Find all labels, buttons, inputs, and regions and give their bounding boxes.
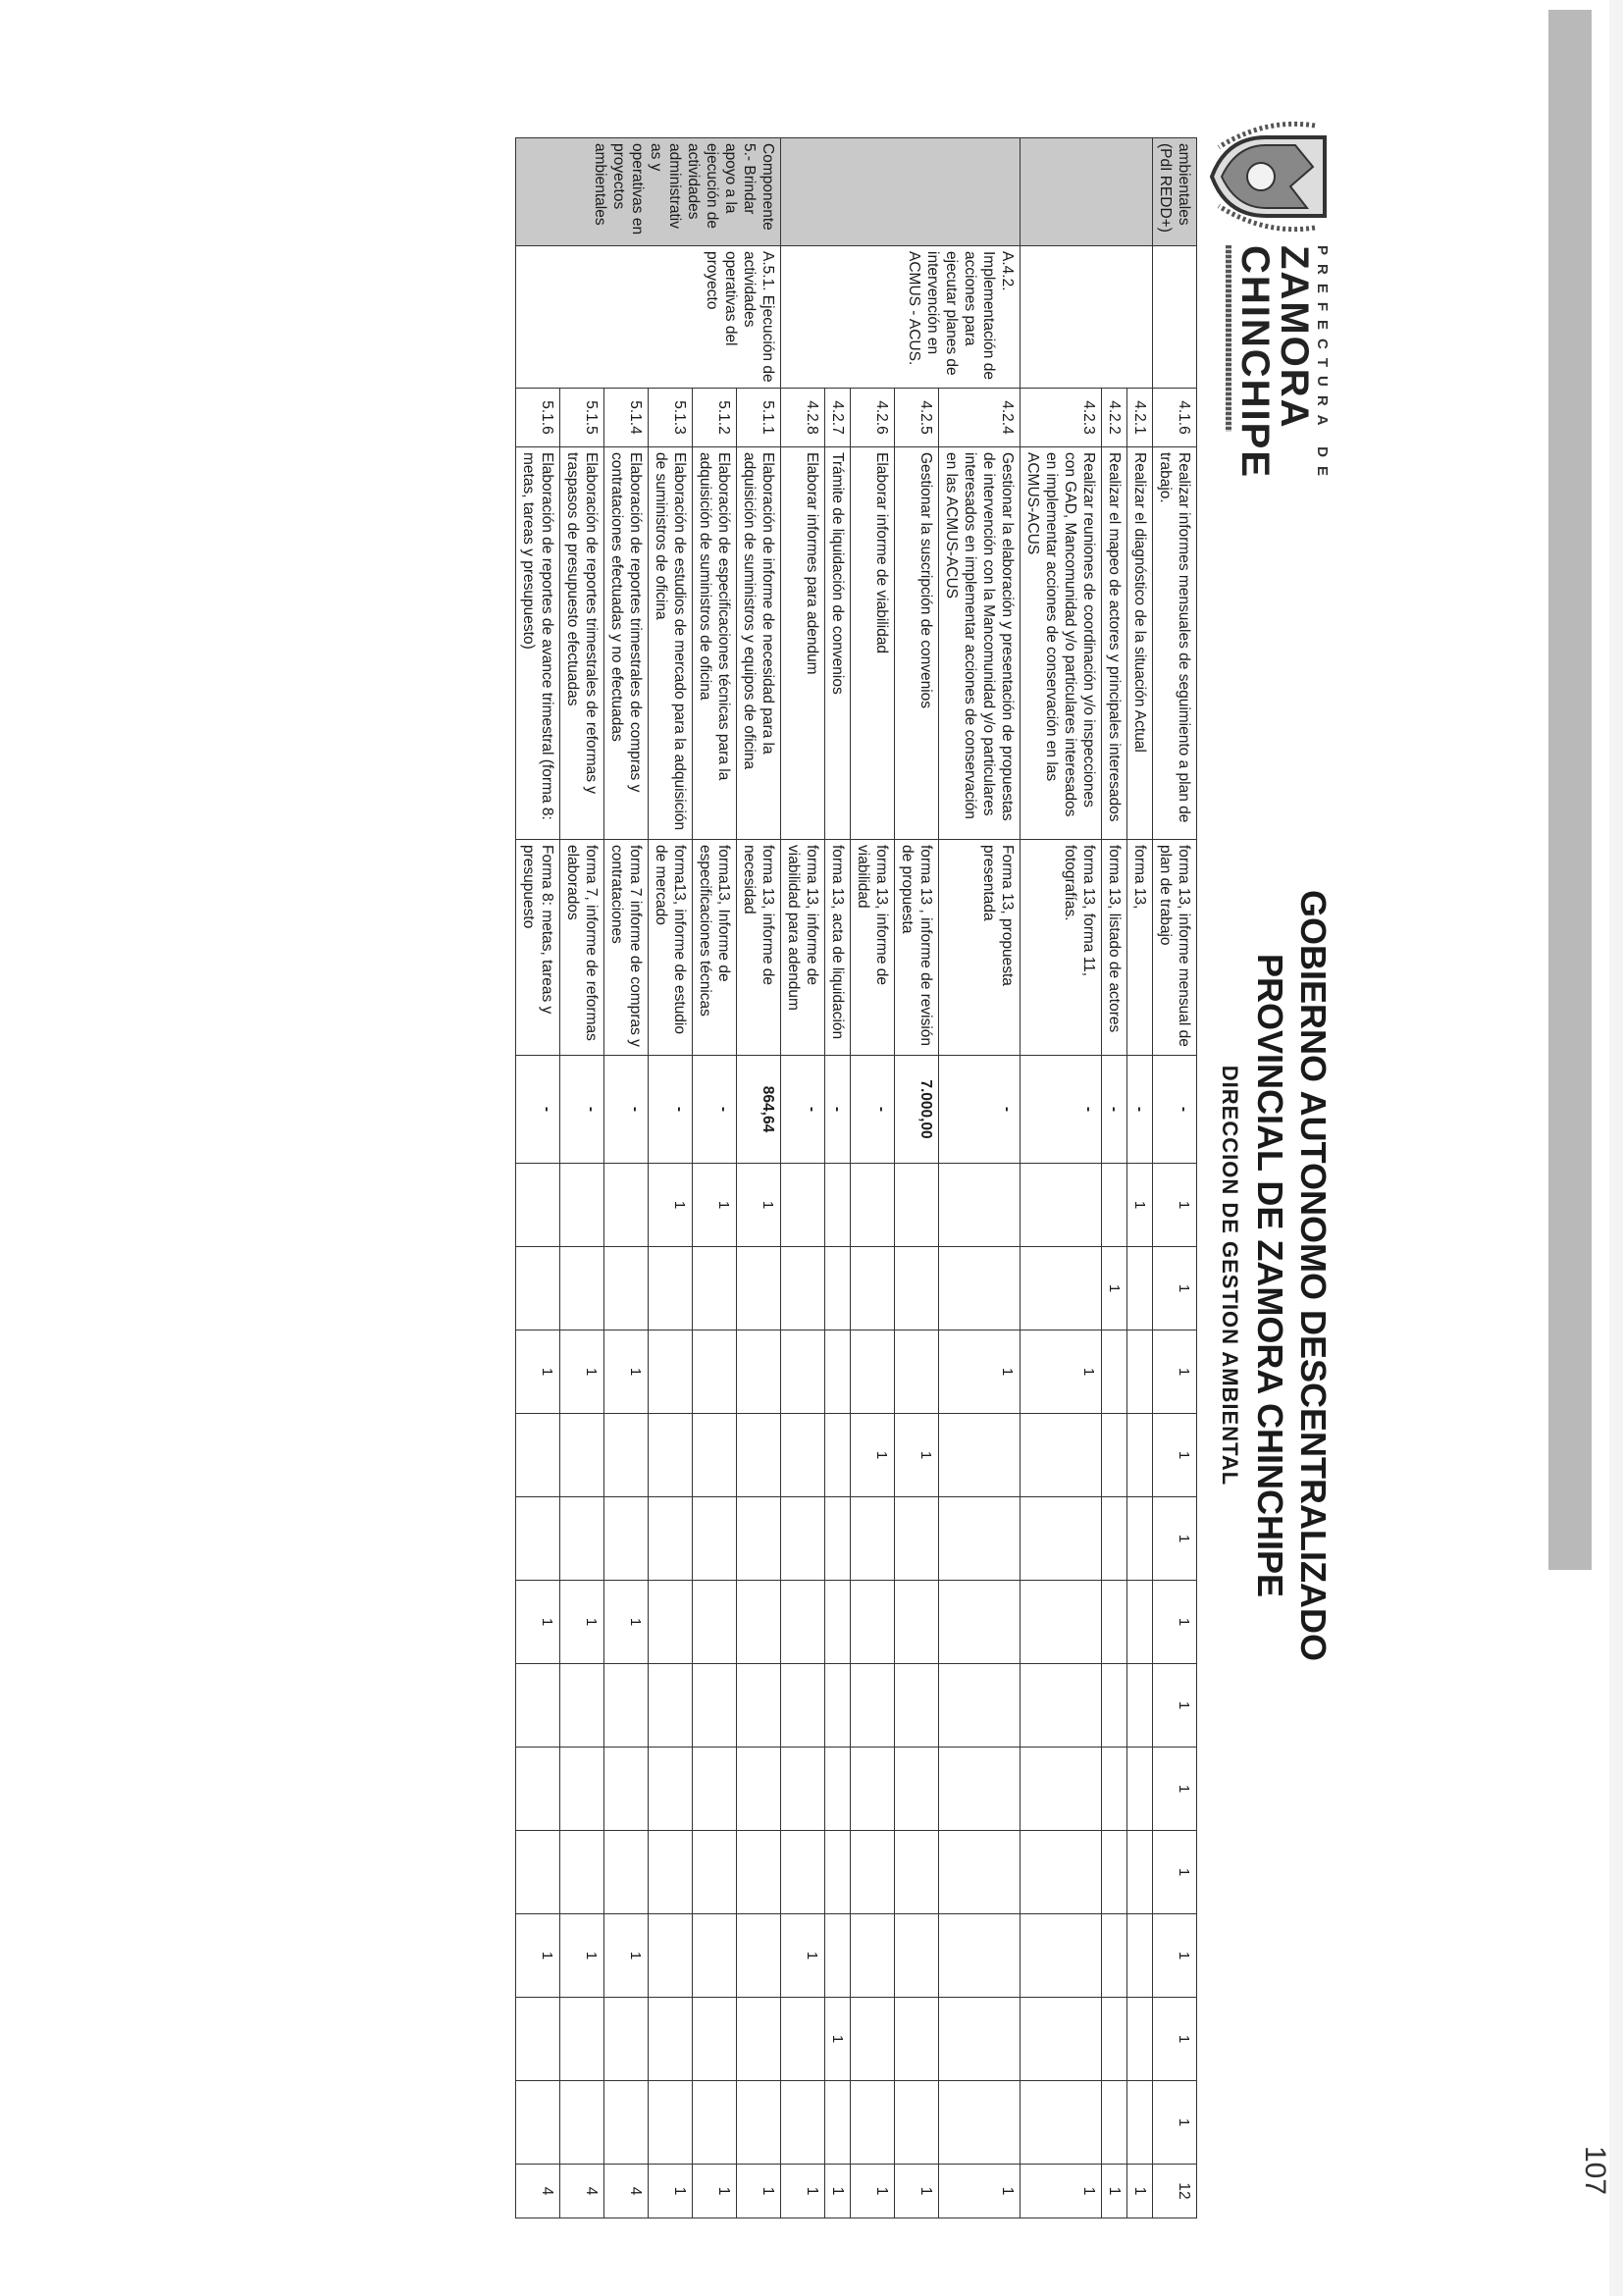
month-cell xyxy=(649,1998,693,2081)
total-cell: 1 xyxy=(737,2165,781,2218)
month-cell xyxy=(516,1998,560,2081)
month-cell xyxy=(939,1914,1021,1998)
month-cell xyxy=(737,1581,781,1664)
activities-table xyxy=(515,137,1197,2218)
month-cell xyxy=(825,1164,851,1247)
month-cell xyxy=(781,2081,825,2165)
month-cell xyxy=(851,1164,895,1247)
month-cell xyxy=(1127,1748,1153,1831)
month-cell xyxy=(781,1998,825,2081)
task-description: Elaboración de reportes de avance trimestral (forma 8: metas, tareas y presupuesto) xyxy=(516,447,560,840)
component-cell xyxy=(1021,138,1153,246)
budget-amount: - xyxy=(1153,1056,1197,1164)
brand-prefix: PREFECTURA DE xyxy=(1314,245,1331,485)
month-cell: 1 xyxy=(516,1581,560,1664)
brand-name-line2: CHINCHIPE xyxy=(1233,245,1277,480)
activity-cell: A.4.2. Implementación de acciones para ejecutar planes de intervención en ACMUS - ACUS. xyxy=(781,246,1021,389)
month-cell: 1 xyxy=(1153,1914,1197,1998)
month-cell xyxy=(1021,1664,1102,1748)
month-cell xyxy=(939,1164,1021,1247)
month-cell xyxy=(604,2081,649,2165)
budget-amount: 864,64 xyxy=(737,1056,781,1164)
month-cell xyxy=(693,1748,737,1831)
month-cell xyxy=(737,1247,781,1331)
budget-amount: 7.000,00 xyxy=(895,1056,939,1164)
month-cell xyxy=(1127,1581,1153,1664)
budget-amount: - xyxy=(939,1056,1021,1164)
month-cell xyxy=(1021,1748,1102,1831)
month-cell xyxy=(604,1998,649,2081)
month-cell xyxy=(895,1831,939,1914)
task-number: 4.2.7 xyxy=(825,389,851,447)
month-cell: 1 xyxy=(560,1581,604,1664)
month-cell xyxy=(939,1998,1021,2081)
month-cell xyxy=(895,1664,939,1748)
month-cell xyxy=(851,2081,895,2165)
budget-amount: - xyxy=(825,1056,851,1164)
month-cell xyxy=(781,1331,825,1414)
budget-amount: - xyxy=(1127,1056,1153,1164)
month-cell xyxy=(1102,1164,1127,1247)
task-description: Elaborar informes para adendum xyxy=(781,447,825,840)
month-cell xyxy=(693,2081,737,2165)
month-cell xyxy=(1102,1914,1127,1998)
month-cell: 1 xyxy=(825,1998,851,2081)
month-cell: 1 xyxy=(1153,1164,1197,1247)
month-cell xyxy=(693,1497,737,1581)
month-cell xyxy=(851,1831,895,1914)
month-cell xyxy=(560,2081,604,2165)
month-cell xyxy=(851,1748,895,1831)
task-number: 5.1.2 xyxy=(693,389,737,447)
component-cell: Componente 5.- Brindar apoyo a la ejecución de actividades administrativ as y operativas en proyectos ambientales xyxy=(516,138,781,246)
scan-edge xyxy=(1609,0,1623,2296)
month-cell xyxy=(1127,1331,1153,1414)
month-cell xyxy=(1102,1581,1127,1664)
task-number: 4.2.6 xyxy=(851,389,895,447)
month-cell xyxy=(649,1831,693,1914)
month-cell xyxy=(1127,1247,1153,1331)
month-cell xyxy=(939,1581,1021,1664)
task-description: Elaboración de informe de necesidad para la adquisición de suministros y equipos de oficina xyxy=(737,447,781,840)
brand-name-line1: ZAMORA xyxy=(1273,245,1316,430)
month-cell: 1 xyxy=(781,1914,825,1998)
task-number: 5.1.1 xyxy=(737,389,781,447)
month-cell xyxy=(693,1581,737,1664)
month-cell: 1 xyxy=(1153,1998,1197,2081)
month-cell xyxy=(1021,1914,1102,1998)
month-cell xyxy=(560,1664,604,1748)
table-row xyxy=(649,138,693,2218)
verification-means: forma 7 informe de compras y contrataciones xyxy=(604,840,649,1056)
month-cell xyxy=(560,1831,604,1914)
month-cell xyxy=(1021,1414,1102,1497)
month-cell xyxy=(781,1414,825,1497)
month-cell xyxy=(895,1998,939,2081)
month-cell xyxy=(895,1247,939,1331)
month-cell: 1 xyxy=(560,1914,604,1998)
budget-amount: - xyxy=(604,1056,649,1164)
month-cell: 1 xyxy=(1153,1581,1197,1664)
month-cell xyxy=(737,1748,781,1831)
total-cell: 1 xyxy=(1102,2165,1127,2218)
month-cell xyxy=(1021,1497,1102,1581)
month-cell xyxy=(825,1831,851,1914)
month-cell xyxy=(737,2081,781,2165)
month-cell xyxy=(851,1664,895,1748)
month-cell xyxy=(649,1914,693,1998)
month-cell xyxy=(1127,1664,1153,1748)
verification-means: forma 13, informe de necesidad xyxy=(737,840,781,1056)
month-cell xyxy=(781,1164,825,1247)
total-cell: 1 xyxy=(851,2165,895,2218)
month-cell xyxy=(1102,1748,1127,1831)
table-row xyxy=(737,138,781,2218)
budget-amount: - xyxy=(693,1056,737,1164)
task-description: Realizar reuniones de coordinación y/o inspecciones con GAD, Mancomunidad y/o particulares interesados en implementar acciones de conservación en las ACMUS-ACUS xyxy=(1021,447,1102,840)
month-cell: 1 xyxy=(1153,1497,1197,1581)
verification-means: forma 13, acta de liquidación xyxy=(825,840,851,1056)
month-cell xyxy=(939,1664,1021,1748)
month-cell xyxy=(737,1998,781,2081)
month-cell xyxy=(693,1998,737,2081)
task-number: 4.1.6 xyxy=(1153,389,1197,447)
month-cell: 1 xyxy=(1153,1664,1197,1748)
prefecture-brand xyxy=(1226,245,1331,540)
table-row xyxy=(1153,138,1197,2218)
month-cell xyxy=(825,1414,851,1497)
budget-amount: - xyxy=(516,1056,560,1164)
month-cell xyxy=(516,1164,560,1247)
month-cell xyxy=(939,1247,1021,1331)
month-cell: 1 xyxy=(1127,1164,1153,1247)
month-cell: 1 xyxy=(1153,1247,1197,1331)
task-description: Trámite de liquidación de convenios xyxy=(825,447,851,840)
prefecture-seal-logo xyxy=(1207,118,1335,235)
budget-amount: - xyxy=(1021,1056,1102,1164)
month-cell: 1 xyxy=(560,1331,604,1414)
month-cell xyxy=(851,1247,895,1331)
month-cell xyxy=(781,1748,825,1831)
table-row xyxy=(604,138,649,2218)
table-row xyxy=(516,138,560,2218)
month-cell xyxy=(825,1748,851,1831)
page-number: 107 xyxy=(1579,2145,1611,2196)
component-cell: ambientales (PdI REDD+) xyxy=(1153,138,1197,246)
total-cell: 1 xyxy=(939,2165,1021,2218)
month-cell xyxy=(781,1247,825,1331)
budget-amount: - xyxy=(1102,1056,1127,1164)
month-cell xyxy=(895,1164,939,1247)
month-cell: 1 xyxy=(1153,1831,1197,1914)
header-title-line2: PROVINCIAL DE ZAMORA CHINCHIPE xyxy=(1250,953,1290,1598)
month-cell xyxy=(1021,1998,1102,2081)
total-cell: 4 xyxy=(560,2165,604,2218)
task-number: 4.2.4 xyxy=(939,389,1021,447)
total-cell: 1 xyxy=(1021,2165,1102,2218)
table-row xyxy=(895,138,939,2218)
month-cell xyxy=(649,1497,693,1581)
month-cell xyxy=(781,1664,825,1748)
month-cell xyxy=(825,1581,851,1664)
header-subtitle: DIRECCION DE GESTION AMBIENTAL xyxy=(1218,1065,1242,1487)
verification-means: Forma 13, propuesta presentada xyxy=(939,840,1021,1056)
month-cell xyxy=(939,1748,1021,1831)
month-cell xyxy=(1127,2081,1153,2165)
month-cell xyxy=(516,1247,560,1331)
month-cell xyxy=(895,1914,939,1998)
budget-amount: - xyxy=(560,1056,604,1164)
month-cell xyxy=(649,2081,693,2165)
activity-cell xyxy=(1021,246,1153,389)
month-cell xyxy=(737,1914,781,1998)
month-cell xyxy=(825,1247,851,1331)
month-cell xyxy=(851,1497,895,1581)
total-cell: 1 xyxy=(825,2165,851,2218)
brand-underline xyxy=(1226,245,1231,432)
verification-means: forma 13, informe de viabilidad xyxy=(851,840,895,1056)
month-cell xyxy=(895,1581,939,1664)
month-cell xyxy=(560,1164,604,1247)
total-cell: 1 xyxy=(649,2165,693,2218)
month-cell xyxy=(1102,2081,1127,2165)
scan-gray-band xyxy=(1548,10,1592,1570)
month-cell: 1 xyxy=(604,1581,649,1664)
month-cell xyxy=(516,1748,560,1831)
month-cell xyxy=(1102,1831,1127,1914)
month-cell: 1 xyxy=(939,1331,1021,1414)
month-cell xyxy=(895,2081,939,2165)
verification-means: forma 13, listado de actores xyxy=(1102,840,1127,1056)
month-cell xyxy=(1102,1664,1127,1748)
month-cell xyxy=(1127,1914,1153,1998)
month-cell: 1 xyxy=(516,1331,560,1414)
month-cell xyxy=(1021,1831,1102,1914)
month-cell xyxy=(939,1831,1021,1914)
month-cell xyxy=(737,1331,781,1414)
verification-means: forma 13, informe mensual de plan de trabajo xyxy=(1153,840,1197,1056)
month-cell xyxy=(1021,1581,1102,1664)
month-cell xyxy=(693,1247,737,1331)
table-row xyxy=(1021,138,1102,2218)
month-cell xyxy=(693,1664,737,1748)
month-cell xyxy=(1127,1998,1153,2081)
month-cell xyxy=(825,1497,851,1581)
task-description: Gestionar la elaboración y presentación de propuestas de intervención con la Mancomunidad y/o particulares interesados en implementar acciones de conservación en las ACMUS-ACUS xyxy=(939,447,1021,840)
month-cell xyxy=(649,1748,693,1831)
activity-cell: A.5.1. Ejecución de actividades operativas del proyecto xyxy=(516,246,781,389)
month-cell xyxy=(693,1914,737,1998)
month-cell xyxy=(851,1998,895,2081)
verification-means: forma13, Informe de especificaciones técnicas xyxy=(693,840,737,1056)
month-cell: 1 xyxy=(649,1164,693,1247)
total-cell: 1 xyxy=(693,2165,737,2218)
month-cell xyxy=(1127,1831,1153,1914)
verification-means: forma 13, xyxy=(1127,840,1153,1056)
month-cell xyxy=(1127,1497,1153,1581)
month-cell xyxy=(560,1247,604,1331)
month-cell xyxy=(1102,1331,1127,1414)
month-cell xyxy=(604,1247,649,1331)
task-description: Elaboración de estudios de mercado para la adquisición de suministros de oficina xyxy=(649,447,693,840)
header-title-line1: GOBIERNO AUTONOMO DESCENTRALIZADO xyxy=(1293,889,1334,1661)
task-number: 4.2.3 xyxy=(1021,389,1102,447)
month-cell xyxy=(939,1414,1021,1497)
month-cell: 1 xyxy=(604,1331,649,1414)
task-description: Realizar el mapeo de actores y principales interesados xyxy=(1102,447,1127,840)
month-cell xyxy=(1102,1414,1127,1497)
month-cell xyxy=(516,1831,560,1914)
task-description: Elaboración de especificaciones técnicas para la adquisición de suministros de oficina xyxy=(693,447,737,840)
month-cell: 1 xyxy=(1021,1331,1102,1414)
month-cell xyxy=(825,1331,851,1414)
month-cell xyxy=(560,1497,604,1581)
month-cell xyxy=(604,1497,649,1581)
verification-means: forma 7, informe de reformas elaborados xyxy=(560,840,604,1056)
month-cell xyxy=(560,1748,604,1831)
month-cell xyxy=(604,1748,649,1831)
verification-means: Forma 8: metas, tareas y presupuesto xyxy=(516,840,560,1056)
month-cell xyxy=(737,1664,781,1748)
month-cell: 1 xyxy=(604,1914,649,1998)
month-cell xyxy=(939,1497,1021,1581)
verification-means: forma 13, forma 11, fotografías. xyxy=(1021,840,1102,1056)
month-cell xyxy=(1102,1497,1127,1581)
activity-cell xyxy=(1153,246,1197,389)
month-cell xyxy=(851,1581,895,1664)
total-cell: 1 xyxy=(781,2165,825,2218)
table-row xyxy=(560,138,604,2218)
month-cell xyxy=(693,1831,737,1914)
month-cell xyxy=(825,2081,851,2165)
month-cell xyxy=(649,1414,693,1497)
total-cell: 12 xyxy=(1153,2165,1197,2218)
month-cell xyxy=(1021,2081,1102,2165)
table-row xyxy=(825,138,851,2218)
component-cell xyxy=(781,138,1021,246)
task-description: Elaboración de reportes trimestrales de compras y contrataciones efectuadas y no efectuadas xyxy=(604,447,649,840)
document-header xyxy=(1217,687,1335,1864)
task-number: 4.2.8 xyxy=(781,389,825,447)
task-description: Realizar el diagnóstico de la situación Actual xyxy=(1127,447,1153,840)
budget-amount: - xyxy=(851,1056,895,1164)
budget-amount: - xyxy=(781,1056,825,1164)
month-cell xyxy=(560,1414,604,1497)
month-cell: 1 xyxy=(851,1414,895,1497)
month-cell xyxy=(693,1331,737,1414)
month-cell xyxy=(895,1331,939,1414)
month-cell xyxy=(649,1331,693,1414)
month-cell: 1 xyxy=(1102,1247,1127,1331)
month-cell: 1 xyxy=(1153,2081,1197,2165)
task-number: 4.2.2 xyxy=(1102,389,1127,447)
month-cell xyxy=(851,1914,895,1998)
budget-amount: - xyxy=(649,1056,693,1164)
table-row xyxy=(939,138,1021,2218)
task-number: 5.1.4 xyxy=(604,389,649,447)
task-description: Realizar informes mensuales de seguimiento a plan de trabajo. xyxy=(1153,447,1197,840)
task-number: 4.2.1 xyxy=(1127,389,1153,447)
total-cell: 4 xyxy=(516,2165,560,2218)
month-cell xyxy=(939,2081,1021,2165)
month-cell: 1 xyxy=(1153,1748,1197,1831)
month-cell xyxy=(895,1748,939,1831)
task-number: 5.1.5 xyxy=(560,389,604,447)
task-number: 5.1.6 xyxy=(516,389,560,447)
verification-means: forma13, informe de estudio de mercado xyxy=(649,840,693,1056)
month-cell xyxy=(516,2081,560,2165)
month-cell xyxy=(737,1497,781,1581)
task-number: 5.1.3 xyxy=(649,389,693,447)
month-cell xyxy=(604,1164,649,1247)
month-cell xyxy=(895,1497,939,1581)
month-cell xyxy=(1102,1998,1127,2081)
month-cell xyxy=(649,1664,693,1748)
month-cell xyxy=(1021,1164,1102,1247)
month-cell: 1 xyxy=(737,1164,781,1247)
total-cell: 4 xyxy=(604,2165,649,2218)
month-cell xyxy=(649,1247,693,1331)
month-cell xyxy=(604,1664,649,1748)
month-cell: 1 xyxy=(1153,1331,1197,1414)
month-cell: 1 xyxy=(693,1164,737,1247)
month-cell xyxy=(825,1914,851,1998)
month-cell: 1 xyxy=(516,1914,560,1998)
task-number: 4.2.5 xyxy=(895,389,939,447)
table-row xyxy=(781,138,825,2218)
month-cell xyxy=(737,1414,781,1497)
verification-means: forma 13, informe de viabilidad para adendum xyxy=(781,840,825,1056)
month-cell xyxy=(737,1831,781,1914)
month-cell xyxy=(781,1831,825,1914)
month-cell: 1 xyxy=(1153,1414,1197,1497)
month-cell xyxy=(604,1414,649,1497)
month-cell: 1 xyxy=(895,1414,939,1497)
month-cell xyxy=(604,1831,649,1914)
month-cell xyxy=(693,1414,737,1497)
month-cell xyxy=(560,1998,604,2081)
table-row xyxy=(851,138,895,2218)
table-row xyxy=(1102,138,1127,2218)
month-cell xyxy=(516,1664,560,1748)
table-row xyxy=(693,138,737,2218)
table-row xyxy=(1127,138,1153,2218)
total-cell: 1 xyxy=(895,2165,939,2218)
month-cell xyxy=(516,1497,560,1581)
task-description: Elaboración de reportes trimestrales de reformas y traspasos de presupuesto efectuadas xyxy=(560,447,604,840)
month-cell xyxy=(851,1331,895,1414)
rotated-page-content xyxy=(255,98,1335,2257)
month-cell xyxy=(516,1414,560,1497)
verification-means: forma 13 , informe de revisión de propuesta xyxy=(895,840,939,1056)
total-cell: 1 xyxy=(1127,2165,1153,2218)
month-cell xyxy=(825,1664,851,1748)
month-cell xyxy=(1127,1414,1153,1497)
task-description: Elaborar informe de viabilidad xyxy=(851,447,895,840)
month-cell xyxy=(649,1581,693,1664)
month-cell xyxy=(781,1497,825,1581)
task-description: Gestionar la suscripción de convenios xyxy=(895,447,939,840)
month-cell xyxy=(1021,1247,1102,1331)
month-cell xyxy=(781,1581,825,1664)
